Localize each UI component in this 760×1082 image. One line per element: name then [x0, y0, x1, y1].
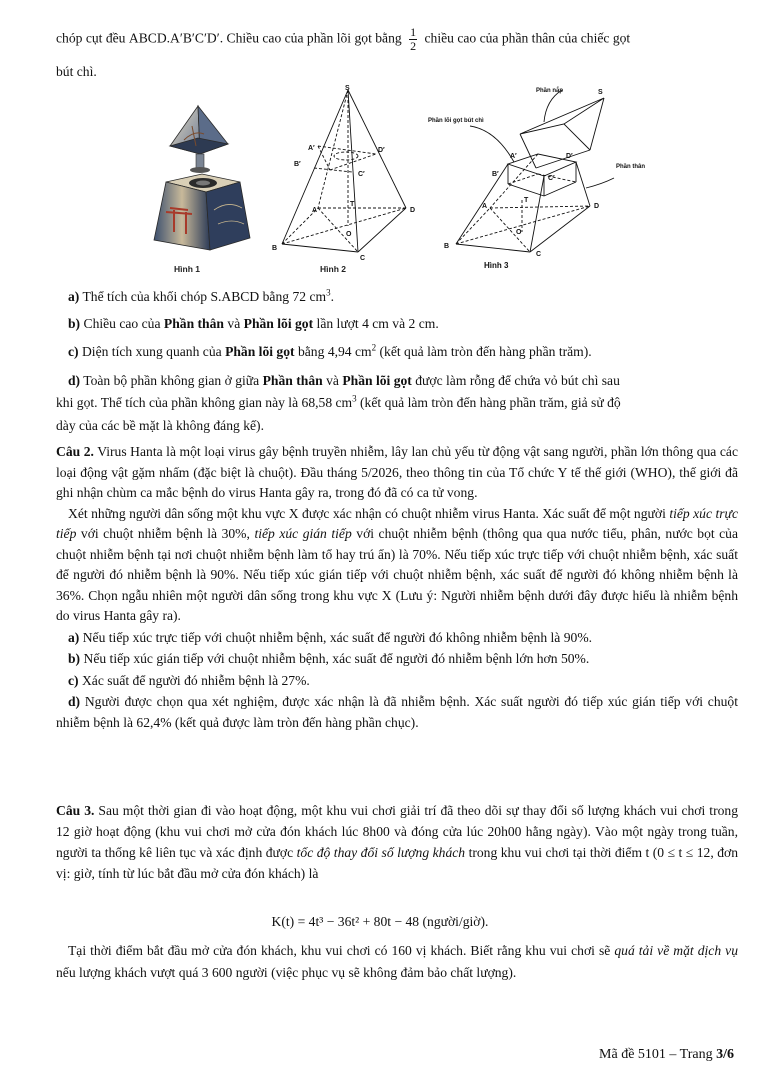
- fraction-half: $\frac{1}{2}$: [410, 25, 417, 53]
- page-footer: [599, 1047, 734, 1063]
- label-T: T: [350, 201, 355, 208]
- q3-continuation: Tại thời điểm bắt đầu mở cửa đón khách, khu vui chơi có 160 vị khách. Biết rằng khu vui chơi sẽ quá tải về mặt dịch vụ nếu lượng khách vượt quá 3 600 người (việc phục vụ sẽ không đảm bảo chất lượng).: [56, 943, 738, 980]
- q2-option-d: d) Người được chọn qua xét nghiệm, được xác nhận là đã nhiễm bệnh. Xác suất người đó tiếp xúc gián tiếp với chuột nhiễm bệnh là 62,4% (kết quả được làm tròn đến hàng phần chục).: [56, 694, 738, 730]
- q1-option-d-end: dày của các bề mặt là không đáng kể).: [56, 417, 264, 433]
- intro-continuation: [56, 26, 738, 84]
- label-core: Phần lõi gọt bút chì: [428, 118, 484, 124]
- label-C-prime3: C′: [548, 175, 555, 182]
- q1-option-a: a) Thể tích của khối chóp S.ABCD bằng 72 $cm^3$.: [68, 287, 334, 304]
- text: chóp cụt đều: [56, 30, 126, 46]
- text: bút chì.: [56, 64, 97, 79]
- label-O3: O: [516, 229, 522, 236]
- label-C-prime: C′: [358, 171, 365, 178]
- label-lid: Phần nắp: [536, 88, 564, 94]
- label-D3: D: [594, 203, 600, 210]
- label-D-prime3: D′: [566, 153, 573, 160]
- figure-1-caption: Hình 1: [174, 264, 200, 274]
- q1-option-d: d) Toàn bộ phần không gian ở giữa Phần thân và Phần lõi gọt được làm rỗng để chứa vỏ bút chì sau: [68, 372, 620, 388]
- label-D: D: [410, 207, 416, 214]
- q2-option-c: c) Xác suất để người đó nhiễm bệnh là 27%.: [68, 672, 310, 688]
- label-B-prime: B′: [294, 161, 301, 168]
- figure-2-caption: Hình 2: [320, 264, 346, 274]
- label-D-prime: D′: [378, 147, 385, 154]
- label-body: Phần thân: [616, 164, 646, 170]
- q1-option-d-cont: khi gọt. Thể tích của phần không gian này là 68,58 $cm^3$ (kết quả làm tròn đến hàng phần trăm, giả sử độ: [56, 393, 621, 410]
- pyramid-diagram: [270, 84, 420, 264]
- label-S: S: [345, 85, 350, 92]
- figure-3-caption: Hình 3: [484, 261, 509, 270]
- label-A3: A: [482, 203, 488, 210]
- math-frustum: ABCD.A′B′C′D′: [128, 30, 220, 46]
- q3-formula: K(t) = 4t³ − 36t² + 80t − 48 (người/giờ).: [271, 914, 489, 929]
- q2-option-b: b) Nếu tiếp xúc gián tiếp với chuột nhiễm bệnh, xác suất để người đó nhiễm bệnh lớn hơn 50%.: [68, 651, 590, 666]
- q2-intro: Câu 2. Virus Hanta là một loại virus gây bệnh truyền nhiễm, lây lan chủ yếu từ động vật sang người, phần lớn thông qua các loại động vật gặm nhấm (đặc biệt là chuột). Đầu tháng 5/2026, theo thông tin của Tổ chức Y tế thế giới (WHO), thế giới đã ghi nhận chùm ca mắc bệnh do virus Hanta gây ra, trong đó đã có ca tử vong.: [56, 444, 738, 500]
- figures-row: [130, 84, 650, 280]
- label-O: O: [346, 231, 352, 238]
- sharpener-illustration: [148, 100, 258, 260]
- label-C3: C: [536, 251, 542, 258]
- page-number: 3/6: [716, 1047, 734, 1062]
- exam-code: Mã đề 5101 – Trang: [599, 1047, 713, 1062]
- text: chiều cao của phần thân của chiếc gọt: [424, 30, 631, 46]
- label-S3: S: [598, 89, 603, 96]
- label-A: A: [312, 207, 318, 214]
- label-B3: B: [444, 243, 450, 250]
- q1-option-b: b) Chiều cao của Phần thân và Phần lõi gọt lần lượt 4 cm và 2 cm.: [68, 315, 439, 331]
- q2-body: Xét những người dân sống một khu vực X được xác nhận có chuột nhiễm virus Hanta. Xác suất để một người tiếp xúc trực tiếp với chuột nhiễm bệnh là 30%, tiếp xúc gián tiếp với chuột nhiễm bệnh (thông qua qua nước tiểu, phân, nước bọt của chuột nhiễm bệnh tại nơi chuột nhiễm bệnh làm tổ hay trú ẩn) là 70%. Nếu tiếp xúc trực tiếp với chuột nhiễm bệnh, xác suất để người đó nhiễm bệnh là 90%. Nếu tiếp xúc gián tiếp với chuột nhiễm bệnh, xác suất để người đó không nhiễm bệnh là 36%. Chọn ngẫu nhiên một người dân sống trong khu vực X (Lưu ý: Người nhiễm bệnh dưới đây được hiểu là nhiễm bệnh do virus Hanta gây ra).: [56, 505, 739, 623]
- question-3: [56, 800, 738, 884]
- label-A-prime: A′: [308, 145, 315, 152]
- label-T3: T: [524, 197, 529, 204]
- label-B-prime3: B′: [492, 171, 499, 178]
- q3-body: Câu 3. Sau một thời gian đi vào hoạt động, một khu vui chơi giải trí đã theo dõi sự thay đổi số lượng khách vui chơi trong 12 giờ hoạt động (khu vui chơi mở cửa đón khách lúc 8h00 và đóng cửa lúc 20h00 hằng ngày). Vào một ngày trong tuần, người ta thống kê liên tục và xác định được tốc độ thay đổi số lượng khách trong khu vui chơi tại thời điểm t (0 ≤ t ≤ 12, đơn vị: giờ, tính từ lúc bắt đầu mở cửa đón khách) là: [56, 803, 738, 881]
- label-B: B: [272, 245, 278, 252]
- question-2: [56, 442, 738, 733]
- q1-options: [56, 286, 738, 437]
- sharpener-parts-diagram: [426, 84, 650, 274]
- q1-option-c: c) Diện tích xung quanh của Phần lõi gọt bằng 4,94 $cm^2$ (kết quả làm tròn đến hàng phần trăm).: [68, 342, 592, 359]
- label-A-prime3: A′: [510, 153, 517, 160]
- label-C: C: [360, 255, 366, 262]
- text: . Chiều cao của phần lõi gọt bằng: [219, 30, 402, 46]
- q2-option-a: a) Nếu tiếp xúc trực tiếp với chuột nhiễm bệnh, xác suất để người đó không nhiễm bệnh là 90%.: [68, 629, 593, 645]
